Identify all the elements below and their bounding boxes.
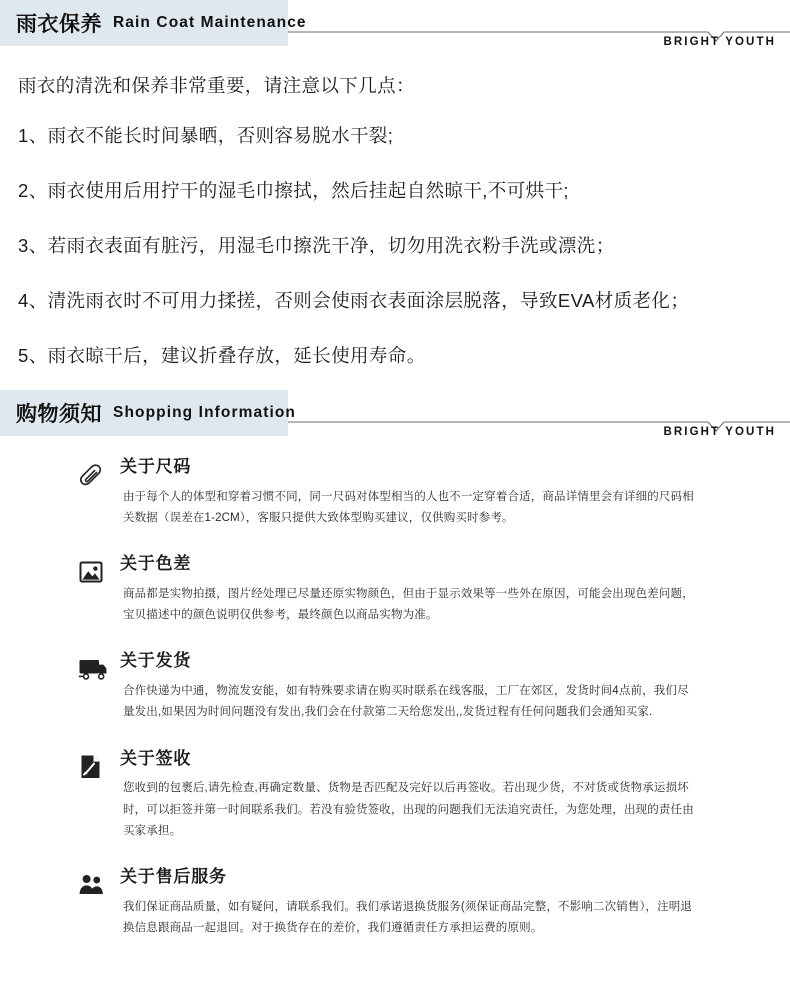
truck-icon <box>78 652 112 684</box>
shopping-brand-label: BRIGHT YOUTH <box>663 426 776 438</box>
people-support-icon <box>78 868 112 900</box>
info-row-color <box>0 555 790 626</box>
info-title-color: 关于色差 <box>120 554 192 574</box>
info-body <box>120 458 694 529</box>
info-body <box>120 555 694 626</box>
info-title-signing: 关于签收 <box>120 748 192 768</box>
info-row-shipping <box>0 652 790 723</box>
info-text-color: 商品都是实物拍摄，图片经处理已尽量还原实物颜色，但由于显示效果等一些外在原因，可能会出现色差问题，宝贝描述中的颜色说明仅供参考，最终颜色以商品实物为准。 <box>123 587 694 622</box>
maintenance-item: 1、雨衣不能长时间暴晒，否则容易脱水干裂; <box>18 125 394 146</box>
info-text-shipping: 合作快递为中通，物流发安能，如有特殊要求请在购买时联系在线客服，工厂在郊区，发货时间4点前，我们尽量发出,如果因为时间问题没有发出,我们会在付款第二天给您发出,,发货过程有任何问题我们会通知买家. <box>123 685 689 719</box>
info-title-size: 关于尺码 <box>120 457 192 476</box>
maintenance-item: 2、雨衣使用后用拧干的湿毛巾擦拭，然后挂起自然晾干,不可烘干; <box>18 180 569 201</box>
shopping-title-en: Shopping Information <box>113 404 297 421</box>
maintenance-title-cn: 雨衣保养 <box>16 13 102 36</box>
info-text-after-sales: 我们保证商品质量，如有疑问，请联系我们。我们承诺退换货服务(须保证商品完整，不影响二次销售），注明退换信息跟商品一起退回。对于换货存在的差价，我们遵循责任方承担运费的原则。 <box>123 900 693 935</box>
maintenance-lead-text: 雨衣的清洗和保养非常重要，请注意以下几点： <box>18 75 415 96</box>
info-text-size: 由于每个人的体型和穿着习惯不同，同一尺码对体型相当的人也不一定穿着合适，商品详情里会有详细的尺码相关数据（误差在1-2CM），客服只提供大致体型购买建议，仅供购买时参考。 <box>123 490 694 524</box>
maintenance-item: 5、雨衣晾干后，建议折叠存放，延长使用寿命。 <box>18 345 426 366</box>
maintenance-content <box>0 46 790 368</box>
maintenance-item: 4、清洗雨衣时不可用力揉搓，否则会使雨衣表面涂层脱落，导致EVA材质老化； <box>18 290 690 311</box>
info-body <box>120 750 694 842</box>
info-row-signing <box>0 750 790 842</box>
maintenance-item: 3、若雨衣表面有脏污，用湿毛巾擦洗干净，切勿用洗衣粉手洗或漂洗； <box>18 235 615 256</box>
shopping-title-cn: 购物须知 <box>16 403 102 426</box>
image-icon <box>78 555 112 587</box>
info-body <box>120 652 694 723</box>
maintenance-title-en: Rain Coat Maintenance <box>113 14 307 31</box>
info-row-size <box>0 458 790 529</box>
shopping-content <box>0 436 790 939</box>
shopping-header-titles <box>16 390 296 436</box>
info-text-signing: 您收到的包裹后,请先检查,再确定数量、货物是否匹配及完好以后再签收。若出现少货，不对货或货物承运损坏时，可以拒签并第一时间联系我们。若没有验货签收，出现的问题我们无法追究责任，为您处理，出现的责任由买家承担。 <box>123 782 694 837</box>
info-title-after-sales: 关于售后服务 <box>120 867 227 887</box>
maintenance-section-header <box>0 0 790 46</box>
maintenance-brand-label: BRIGHT YOUTH <box>663 36 776 48</box>
maintenance-header-titles <box>16 0 307 46</box>
info-title-shipping: 关于发货 <box>120 651 192 671</box>
document-sign-icon <box>78 750 112 782</box>
tag-icon <box>78 458 112 490</box>
shopping-section-header <box>0 390 790 436</box>
info-row-after-sales <box>0 868 790 939</box>
info-body <box>120 868 694 939</box>
